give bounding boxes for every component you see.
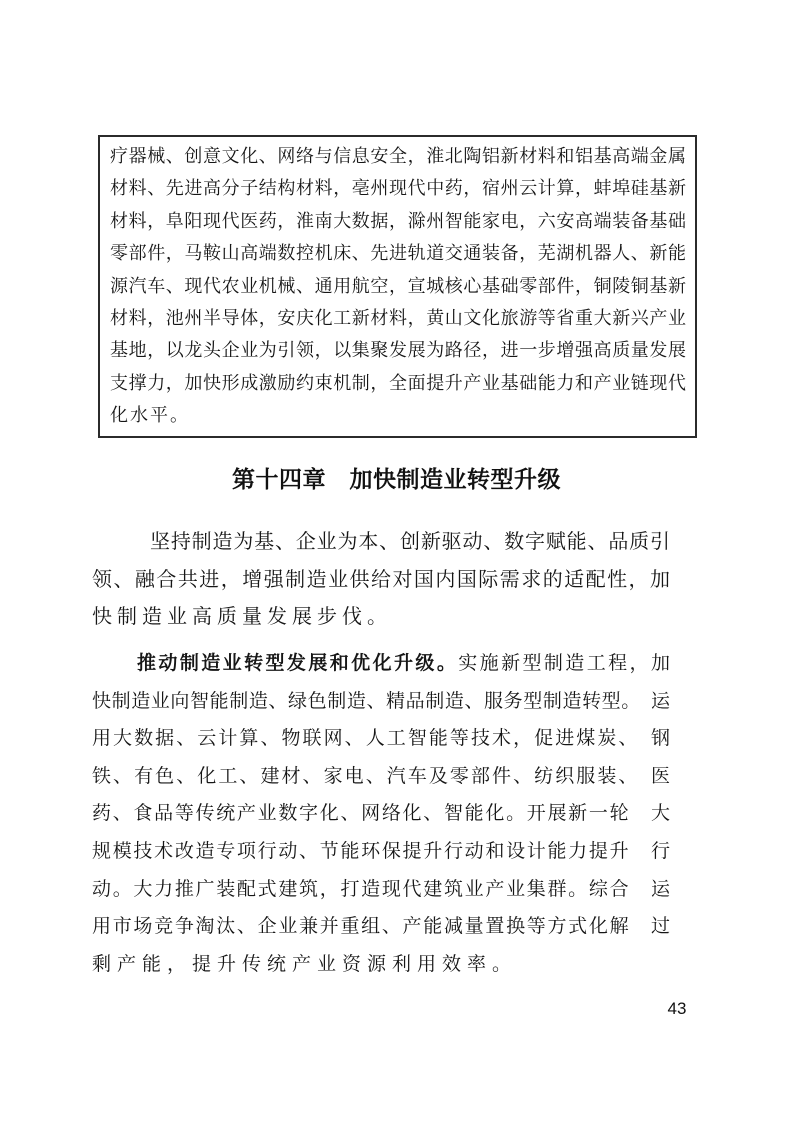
paragraph-line: 规模技术改造专项行动、节能环保提升行动和设计能力提升 行 [92, 840, 670, 862]
paragraph-line: 药、食品等传统产业数字化、网络化、智能化。开展新一轮 大 [92, 803, 670, 825]
paragraph-line: 动。大力推广装配式建筑，打造现代建筑业产业集群。综合 运 [92, 878, 670, 900]
box-text-line: 基地，以龙头企业为引领，以集聚发展为路径，进一步增强高质量发展 [110, 340, 686, 361]
paragraph-line [92, 645, 670, 683]
box-text-line: 材料，池州半导体，安庆化工新材料，黄山文化旅游等省重大新兴产业 [110, 308, 686, 329]
industry-base-box [98, 135, 697, 438]
paragraph-line: 快制造业高质量发展步伐。 [92, 606, 392, 629]
box-text-line: 源汽车、现代农业机械、通用航空，宣城核心基础零部件，铜陵铜基新 [110, 275, 686, 296]
paragraph-line: 用市场竞争淘汰、企业兼并重组、产能减量置换等方式化解 过 [92, 916, 670, 938]
paragraph-intro [92, 524, 670, 637]
paragraph-transformation [92, 645, 670, 983]
box-text-line: 化水平。 [110, 405, 190, 426]
paragraph-line: 用大数据、云计算、物联网、人工智能等技术，促进煤炭、 钢 [92, 728, 670, 750]
paragraph-line: 剩产能，提升传统产业资源利用效率。 [92, 953, 518, 975]
box-text-line: 零部件，马鞍山高端数控机床、先进轨道交通装备，芜湖机器人、新能 [110, 243, 686, 264]
lead-rest-text: 实施新型制造工程，加 [458, 653, 670, 674]
paragraph-line: 快制造业向智能制造、绿色制造、精品制造、服务型制造转型。 运 [92, 690, 670, 712]
paragraph-line: 坚持制造为基、企业为本、创新驱动、数字赋能、品质引 [150, 531, 670, 553]
box-text-line: 材料，阜阳现代医药，淮南大数据，滁州智能家电，六安高端装备基础 [110, 210, 686, 231]
paragraph-line: 铁、有色、化工、建材、家电、汽车及零部件、纺织服装、 医 [92, 765, 670, 787]
page-number: 43 [667, 999, 687, 1018]
box-text-line: 材料、先进高分子结构材料，亳州现代中药，宿州云计算，蚌埠硅基新 [110, 178, 686, 199]
bold-lead-sentence: 推动制造业转型发展和优化升级。 [137, 653, 459, 674]
chapter-heading: 第十四章 加快制造业转型升级 [232, 466, 561, 492]
paragraph-line: 领、融合共进，增强制造业供给对国内国际需求的适配性，加 [92, 568, 670, 591]
box-text-line: 支撑力，加快形成激励约束机制，全面提升产业基础能力和产业链现代 [110, 372, 686, 393]
box-text-line: 疗器械、创意文化、网络与信息安全，淮北陶铝新材料和铝基高端金属 [110, 146, 686, 166]
